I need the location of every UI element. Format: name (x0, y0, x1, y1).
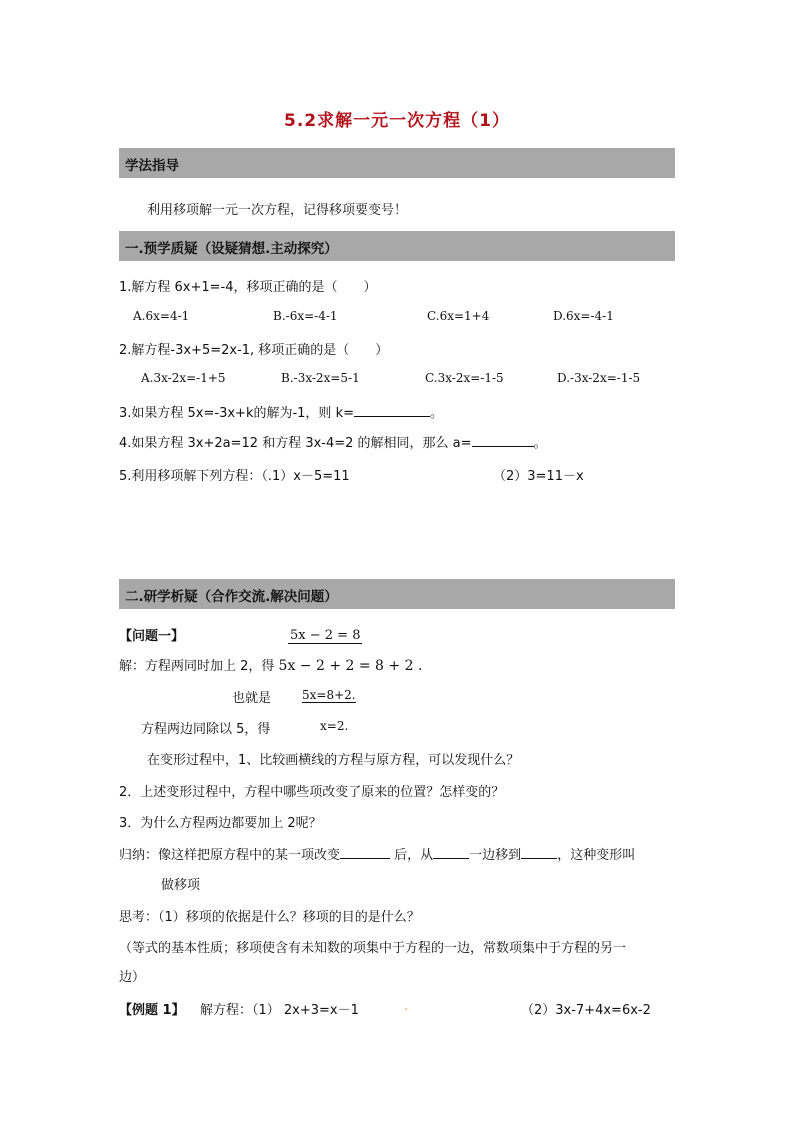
question-4 (119, 432, 547, 451)
q2-option-b: B.-3x-2x=5-1 (281, 371, 360, 385)
divide-text: 方程两边同除以 5，得 (141, 722, 271, 737)
q1-option-c: C.6x=1+4 (427, 309, 490, 323)
section-guide-heading: 学法指导 (125, 158, 179, 174)
question-b: 2．上述变形过程中，方程中哪些项改变了原来的位置？怎样变的？ (119, 785, 505, 800)
q2-option-d: D.-3x-2x=-1-5 (557, 371, 641, 385)
q2-option-c: C.3x-2x=-1-5 (425, 371, 504, 385)
example-1-text: 解方程：（1） 2x+3=x－1 (200, 1003, 359, 1018)
problem-1-equation (288, 624, 362, 643)
solution-text: 解：方程两同时加上 2，得 (119, 659, 275, 674)
q2-option-a: A.3x-2x=-1+5 (141, 371, 226, 385)
problem-1-equation-text: 5x − 2 = 8 (290, 628, 361, 643)
think-line-1: 思考：（1）移项的依据是什么？移项的目的是什么？ (119, 910, 420, 925)
summary-blank-3[interactable] (521, 846, 557, 859)
answer-blank-a[interactable] (472, 434, 534, 447)
divide-equation: x=2. (320, 719, 349, 733)
q1-option-b: B.-6x=-4-1 (273, 309, 338, 323)
section-preview-bar (119, 231, 675, 261)
q1-option-a: A.6x=4-1 (133, 309, 190, 323)
solution-line (119, 655, 422, 674)
solution-equation: 5x − 2 + 2 = 8 + 2 . (278, 658, 423, 674)
example-1-part2: （2）3x-7+4x=6x-2 (521, 1003, 651, 1018)
summary-part-1: 归纳：像这样把原方程中的某一项改变 (119, 848, 341, 863)
section-study-bar (119, 579, 675, 609)
q1-option-d: D.6x=-4-1 (553, 309, 614, 323)
problem-1-label: 【问题一】 (119, 629, 185, 644)
summary-part-2: 后，从 (394, 848, 434, 863)
summary-part-3: 一边移到 (469, 848, 522, 863)
section-study-heading: 二.研学析疑（合作交流.解决问题） (125, 589, 338, 605)
summary-blank-2[interactable] (433, 846, 469, 859)
think-line-2: （等式的基本性质；移项使含有未知数的项集中于方程的一边，常数项集中于方程的另一 (119, 941, 627, 956)
question-a: 在变形过程中，1、比较画横线的方程与原方程，可以发现什么？ (147, 753, 520, 768)
section-guide-bar (119, 148, 675, 178)
question-5-text: 5.利用移项解下列方程：（.1）x－5=11 (119, 469, 350, 484)
question-c: 3．为什么方程两边都要加上 2呢？ (119, 816, 322, 831)
summary-line-2: 做移项 (161, 878, 201, 893)
example-1-label: 【例题 1】 (119, 1003, 185, 1018)
think-line-3: 边） (119, 970, 146, 985)
also-equation: 5x=8+2. (302, 688, 356, 702)
question-2-stem: 2.解方程-3x+5=2x-1, 移项正确的是（ ） (119, 343, 389, 358)
question-1-stem: 1.解方程 6x+1=-4，移项正确的是（ ） (119, 280, 377, 295)
question-3-text: 3.如果方程 5x=-3x+k的解为-1，则 k= (119, 406, 354, 421)
page-title: 5.2求解一元一次方程（1） (284, 111, 510, 131)
question-4-text: 4.如果方程 3x+2a=12 和方程 3x-4=2 的解相同，那么 a= (119, 436, 472, 451)
section-preview-heading: 一.预学质疑（设疑猜想.主动探究） (125, 241, 338, 257)
summary-part-4: ，这种变形叫 (557, 848, 636, 863)
example-1-dot: . (404, 999, 409, 1014)
question-3 (119, 402, 443, 421)
question-3-end: 。 (429, 406, 443, 421)
summary-line (119, 844, 635, 863)
also-label: 也就是 (232, 691, 272, 706)
question-4-end: 。 (533, 436, 547, 451)
summary-blank-1[interactable] (340, 846, 390, 859)
answer-blank-k[interactable] (354, 404, 430, 417)
guide-text: 利用移项解一元一次方程，记得移项要变号！ (147, 203, 408, 218)
question-5-part2: （2）3=11－x (493, 469, 584, 484)
